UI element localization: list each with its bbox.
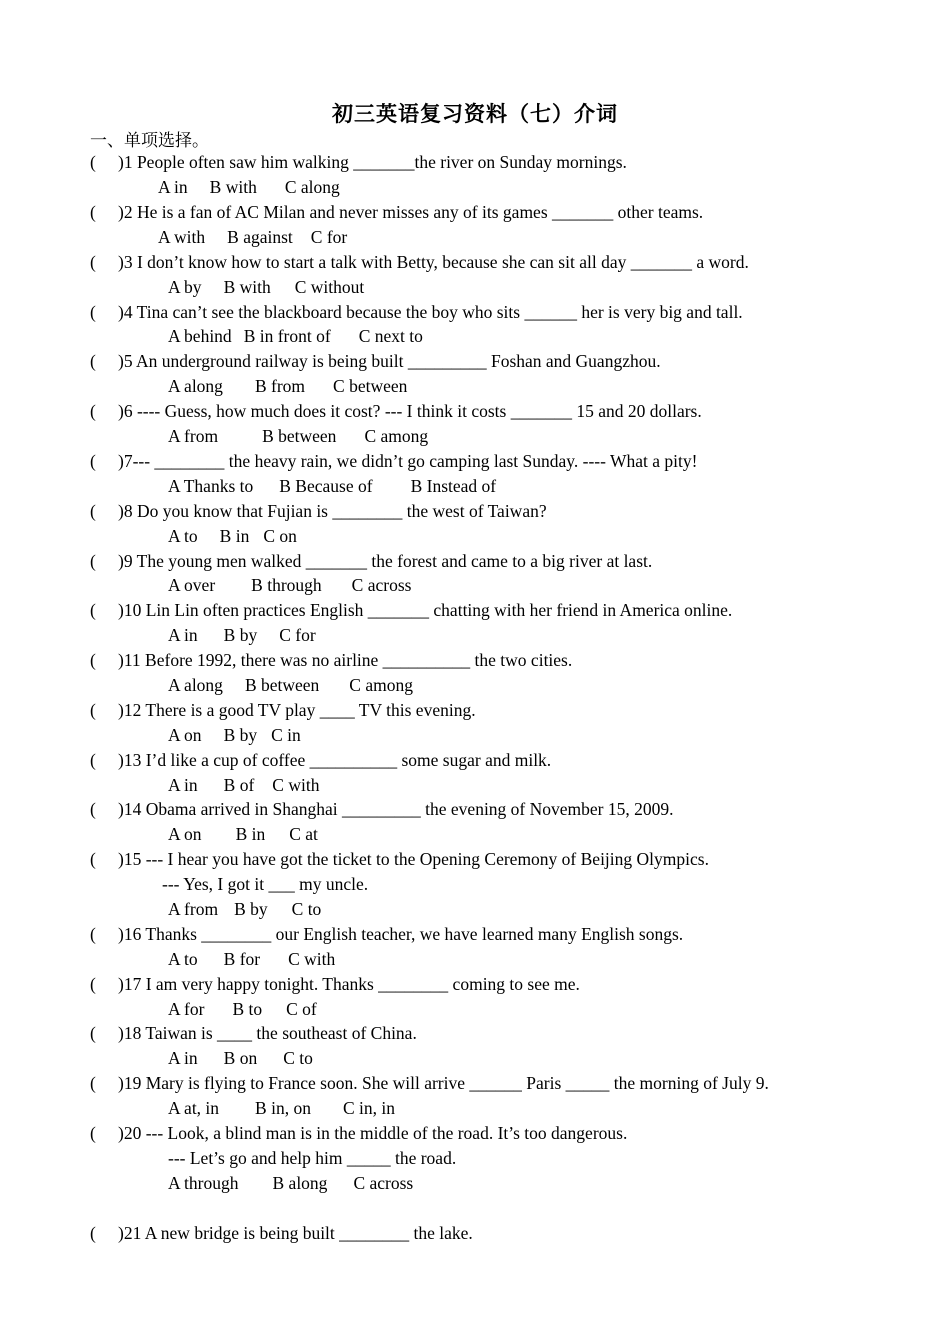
question-stem: )11 Before 1992, there was no airline __________ the two cities. (118, 650, 573, 670)
option-c[interactable]: C with (288, 949, 336, 969)
option-c[interactable]: C among (349, 675, 413, 695)
answer-blank[interactable]: ( (90, 650, 96, 670)
question-stem: )1 People often saw him walking _______the river on Sunday mornings. (118, 152, 627, 172)
option-c[interactable]: C in, in (342, 1098, 395, 1118)
option-b[interactable]: B to (232, 999, 263, 1019)
question-12 (90, 698, 476, 723)
option-c[interactable]: C to (291, 899, 322, 919)
section-heading: 一、单项选择。 (90, 131, 209, 150)
answer-blank[interactable]: ( (90, 501, 96, 521)
option-row (168, 1046, 331, 1071)
question-stem: )2 He is a fan of AC Milan and never misses any of its games _______ other teams. (118, 202, 704, 222)
option-c[interactable]: C of (286, 999, 317, 1019)
answer-blank[interactable]: ( (90, 700, 96, 720)
option-b[interactable]: B in, on (255, 1098, 311, 1118)
question-stem: )16 Thanks ________ our English teacher, we have learned many English songs. (118, 924, 684, 944)
question-stem: )15 --- I hear you have got the ticket to the Opening Ceremony of Beijing Olympics. (118, 849, 709, 869)
option-c[interactable]: B Instead of (410, 476, 497, 496)
answer-blank[interactable]: ( (90, 202, 96, 222)
option-row (168, 1171, 431, 1196)
option-c[interactable]: C on (263, 526, 297, 546)
option-b[interactable]: B with (209, 177, 257, 197)
option-b[interactable]: B between (244, 675, 320, 695)
option-a[interactable]: A to (168, 526, 198, 546)
question-21 (90, 1221, 473, 1246)
question-stem: )18 Taiwan is ____ the southeast of China. (118, 1023, 417, 1043)
option-a[interactable]: A through (168, 1173, 239, 1193)
option-a[interactable]: A with (158, 227, 206, 247)
question-6 (90, 399, 702, 424)
option-a[interactable]: A from (168, 426, 219, 446)
answer-blank[interactable]: ( (90, 302, 96, 322)
option-c[interactable]: C for (310, 227, 348, 247)
question-stem: )4 Tina can’t see the blackboard because the boy who sits ______ her is very big and tall. (118, 302, 743, 322)
question-stem: )20 --- Look, a blind man is in the middle of the road. It’s too dangerous. (118, 1123, 628, 1143)
question-19 (90, 1071, 769, 1096)
option-b[interactable]: B on (223, 1048, 258, 1068)
question-stem: )21 A new bridge is being built ________ the lake. (118, 1223, 473, 1243)
question-stem: )5 An underground railway is being built _________ Foshan and Guangzhou. (118, 351, 661, 371)
option-row (168, 673, 431, 698)
answer-blank[interactable]: ( (90, 1123, 96, 1143)
option-a[interactable]: A in (168, 625, 198, 645)
answer-blank[interactable]: ( (90, 600, 96, 620)
option-row (168, 897, 339, 922)
option-a[interactable]: A behind (168, 326, 232, 346)
option-c[interactable]: C for (279, 625, 316, 645)
page-title: 初三英语复习资料（七）介词 (332, 102, 618, 126)
option-row (168, 623, 334, 648)
option-b[interactable]: B by (223, 725, 258, 745)
option-b[interactable]: B by (234, 899, 268, 919)
option-b[interactable]: B from (254, 376, 306, 396)
option-c[interactable]: C next to (358, 326, 423, 346)
option-row (168, 524, 315, 549)
question-9 (90, 549, 652, 574)
question-3 (90, 250, 749, 275)
answer-blank[interactable]: ( (90, 551, 96, 571)
option-row (168, 997, 335, 1022)
question-continuation: --- Yes, I got it ___ my uncle. (162, 874, 369, 894)
option-row (168, 947, 353, 972)
option-row (168, 773, 337, 798)
option-c[interactable]: C across (353, 1173, 414, 1193)
option-b[interactable]: B in (235, 824, 266, 844)
answer-blank[interactable]: ( (90, 451, 96, 471)
question-stem: )12 There is a good TV play ____ TV this evening. (118, 700, 476, 720)
option-c[interactable]: C without (294, 277, 365, 297)
option-c[interactable]: C with (272, 775, 320, 795)
option-a[interactable]: A in (168, 1048, 198, 1068)
question-stem: )19 Mary is flying to France soon. She will arrive ______ Paris _____ the morning of July 9. (118, 1073, 769, 1093)
answer-blank[interactable]: ( (90, 750, 96, 770)
option-c[interactable]: C along (284, 177, 340, 197)
question-18 (90, 1021, 417, 1046)
question-8 (90, 499, 547, 524)
question-stem: )13 I’d like a cup of coffee __________ some sugar and milk. (118, 750, 552, 770)
answer-blank[interactable]: ( (90, 152, 96, 172)
option-a[interactable]: A from (168, 899, 219, 919)
option-a[interactable]: A by (168, 277, 202, 297)
option-c[interactable]: C to (283, 1048, 313, 1068)
question-stem: )14 Obama arrived in Shanghai _________ the evening of November 15, 2009. (118, 799, 674, 819)
option-row (168, 424, 446, 449)
answer-blank[interactable]: ( (90, 924, 96, 944)
option-row (158, 225, 365, 250)
question-4 (90, 300, 743, 325)
answer-blank[interactable]: ( (90, 1023, 96, 1043)
question-16 (90, 922, 683, 947)
option-a[interactable]: A on (168, 824, 202, 844)
option-b[interactable]: B with (223, 277, 271, 297)
option-a[interactable]: A Thanks to (168, 476, 254, 496)
option-row (168, 324, 441, 349)
option-c[interactable]: C at (289, 824, 318, 844)
answer-blank[interactable]: ( (90, 401, 96, 421)
option-b[interactable]: B between (262, 426, 337, 446)
question-11 (90, 648, 572, 673)
option-row (168, 374, 425, 399)
option-a[interactable]: A on (168, 725, 202, 745)
option-a[interactable]: A over (168, 575, 216, 595)
answer-blank[interactable]: ( (90, 799, 96, 819)
option-b[interactable]: B through (251, 575, 322, 595)
answer-blank[interactable]: ( (90, 1073, 96, 1093)
answer-blank[interactable]: ( (90, 252, 96, 272)
question-stem: )10 Lin Lin often practices English _______ chatting with her friend in America online. (118, 600, 733, 620)
option-b[interactable]: B in (219, 526, 250, 546)
option-b[interactable]: B Because of (279, 476, 373, 496)
option-a[interactable]: A to (168, 949, 198, 969)
question-15 (90, 847, 709, 872)
question-continuation: --- Let’s go and help him _____ the road. (168, 1148, 457, 1168)
option-row (168, 822, 336, 847)
answer-blank[interactable]: ( (90, 351, 96, 371)
option-c[interactable]: C between (333, 376, 408, 396)
question-14 (90, 797, 674, 822)
question-stem: )6 ---- Guess, how much does it cost? --- I think it costs _______ 15 and 20 dollars. (118, 401, 702, 421)
option-b[interactable]: B against (227, 227, 293, 247)
option-row (168, 474, 514, 499)
question-stem: )17 I am very happy tonight. Thanks ________ coming to see me. (118, 974, 580, 994)
option-b[interactable]: B by (223, 625, 258, 645)
question-20 (90, 1121, 627, 1146)
question-17 (90, 972, 580, 997)
answer-blank[interactable]: ( (90, 1223, 96, 1243)
option-a[interactable]: A at, in (168, 1098, 220, 1118)
option-a[interactable]: A in (158, 177, 188, 197)
question-stem: )3 I don’t know how to start a talk with Betty, because she can sit all day _______ a word. (118, 252, 749, 272)
option-row (168, 275, 382, 300)
option-row (168, 723, 319, 748)
option-b[interactable]: B for (223, 949, 261, 969)
question-stem: )9 The young men walked _______ the forest and came to a big river at last. (118, 551, 653, 571)
question-stem: )7--- ________ the heavy rain, we didn’t go camping last Sunday. ---- What a pity! (118, 451, 698, 471)
option-a[interactable]: A along (168, 376, 223, 396)
question-1 (90, 150, 627, 175)
question-stem: )8 Do you know that Fujian is ________ the west of Taiwan? (118, 501, 547, 521)
option-c[interactable]: C in (271, 725, 301, 745)
option-row (158, 175, 358, 200)
question-10 (90, 598, 732, 623)
option-b[interactable]: B of (223, 775, 255, 795)
option-b[interactable]: B along (272, 1173, 328, 1193)
option-row (168, 573, 429, 598)
option-c[interactable]: C among (364, 426, 429, 446)
option-b[interactable]: B in front of (243, 326, 331, 346)
answer-blank[interactable]: ( (90, 849, 96, 869)
option-a[interactable]: A along (168, 675, 223, 695)
question-7 (90, 449, 697, 474)
option-row (168, 1096, 413, 1121)
question-5 (90, 349, 661, 374)
option-a[interactable]: A in (168, 775, 198, 795)
answer-blank[interactable]: ( (90, 974, 96, 994)
option-a[interactable]: A for (168, 999, 205, 1019)
question-13 (90, 748, 551, 773)
question-2 (90, 200, 703, 225)
option-c[interactable]: C across (351, 575, 412, 595)
